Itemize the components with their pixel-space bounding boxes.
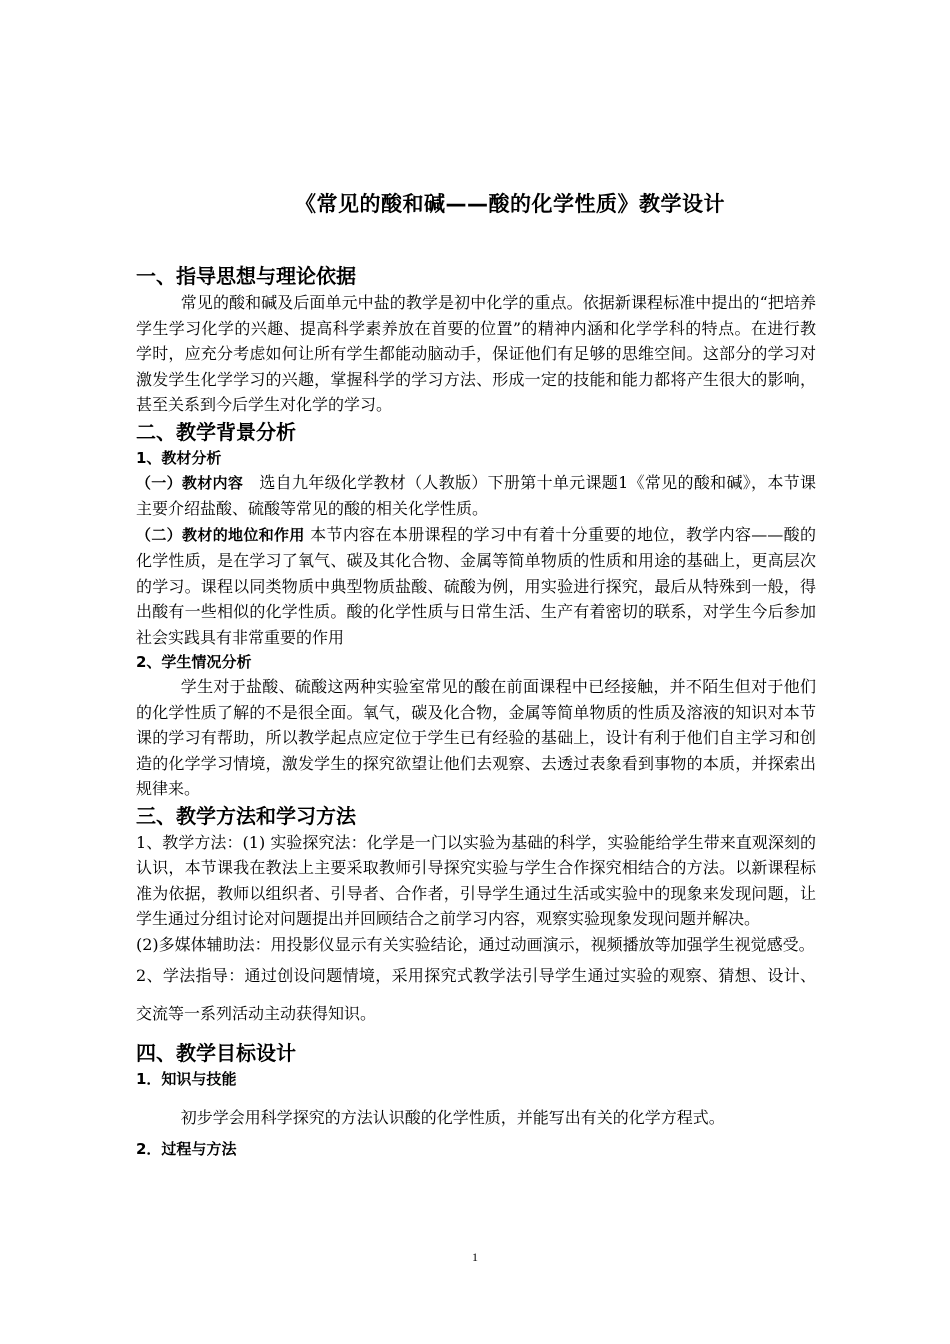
section3-paragraph2: (2)多媒体辅助法：用投影仪显示有关实验结论，通过动画演示，视频播放等加强学生视觉感受。 — [136, 934, 815, 954]
section2-sub1: 1、教材分析 — [136, 448, 222, 467]
section4-paragraph1: 初步学会用科学探究的方法认识酸的化学性质，并能写出有关的化学方程式。 — [180, 1108, 725, 1127]
section2-sub2: 2、学生情况分析 — [136, 653, 252, 671]
section2-item2-text: 本节内容在本册课程的学习中有着十分重要的地位，教学内容——酸的化学性质，是在学习了氧气、碳及其化合物、金属等简单物质的性质和用途的基础上，更高层次的学习。课程以同类物质中典型物质盐酸、硫酸为例，用实验进行探究，最后从特殊到一般，得出酸有一些相似的化学性质。酸的化学性质与日常生活、生产有着密切的联系，对学生今后参加社会实践具有非常重要的作用 — [136, 524, 816, 647]
section1-heading: 一、指导思想与理论依据 — [136, 264, 356, 288]
document-title: 《常见的酸和碱——酸的化学性质》教学设计 — [295, 192, 725, 216]
page-number: 1 — [472, 1250, 478, 1264]
section1-paragraph: 常见的酸和碱及后面单元中盐的教学是初中化学的重点。依据新课程标准中提出的“把培养学生学习化学的兴趣、提高科学素养放在首要的位置”的精神内涵和化学学科的特点。在进行教学时，应充分考虑如何让所有学生都能动脑动手，保证他们有足够的思维空间。这部分的学习对激发学生化学学习的兴趣，掌握科学的学习方法、形成一定的技能和能力都将产生很大的影响，甚至关系到今后学生对化学的学习。 — [136, 293, 816, 414]
section2-paragraph2: 学生对于盐酸、硫酸这两种实验室常见的酸在前面课程中已经接触，并不陌生但对于他们的化学性质了解的不是很全面。氧气，碳及化合物，金属等简单物质的性质及溶液的知识对本节课的学习有帮助，所以教学起点应定位于学生已有经验的基础上，设计有利于他们自主学习和创造的化学学习情境，激发学生的探究欲望让他们去观察、去透过表象看到事物的本质，并探索出规律来。 — [136, 677, 816, 798]
section2-heading: 二、教学背景分析 — [136, 419, 296, 444]
section3-paragraph3: 2、学法指导：通过创设问题情境，采用探究式教学法引导学生通过实验的观察、猜想、设计、交流等一系列活动主动获得知识。 — [136, 966, 816, 1023]
section2-item1-label: （一）教材内容 — [136, 473, 244, 492]
section2-item1 — [136, 470, 816, 522]
section4-heading: 四、教学目标设计 — [136, 1041, 296, 1065]
section4-sub2: 2．过程与方法 — [136, 1139, 237, 1158]
section3-heading: 三、教学方法和学习方法 — [136, 803, 356, 828]
section2-item1-text: 选自九年级化学教材（人教版）下册第十单元课题1《常见的酸和碱》，本节课主要介绍盐酸、硫酸等常见的酸的相关化学性质。 — [136, 472, 816, 518]
section3-paragraph1: 1、教学方法：(1) 实验探究法：化学是一门以实验为基础的科学，实验能给学生带来直观深刻的认识，本节课我在教法上主要采取教师引导探究实验与学生合作探究相结合的方法。以新课程标准为依据，教师以组织者、引导者、合作者，引导学生通过生活或实验中的现象来发现问题，让学生通过分组讨论对问题提出并回顾结合之前学习内容，观察实验现象发现问题并解决。 — [136, 832, 816, 928]
section4-sub1: 1．知识与技能 — [136, 1070, 237, 1088]
section2-item2-label: （二）教材的地位和作用 — [136, 525, 305, 544]
section2-item2 — [136, 522, 816, 651]
document-body — [136, 262, 816, 1161]
